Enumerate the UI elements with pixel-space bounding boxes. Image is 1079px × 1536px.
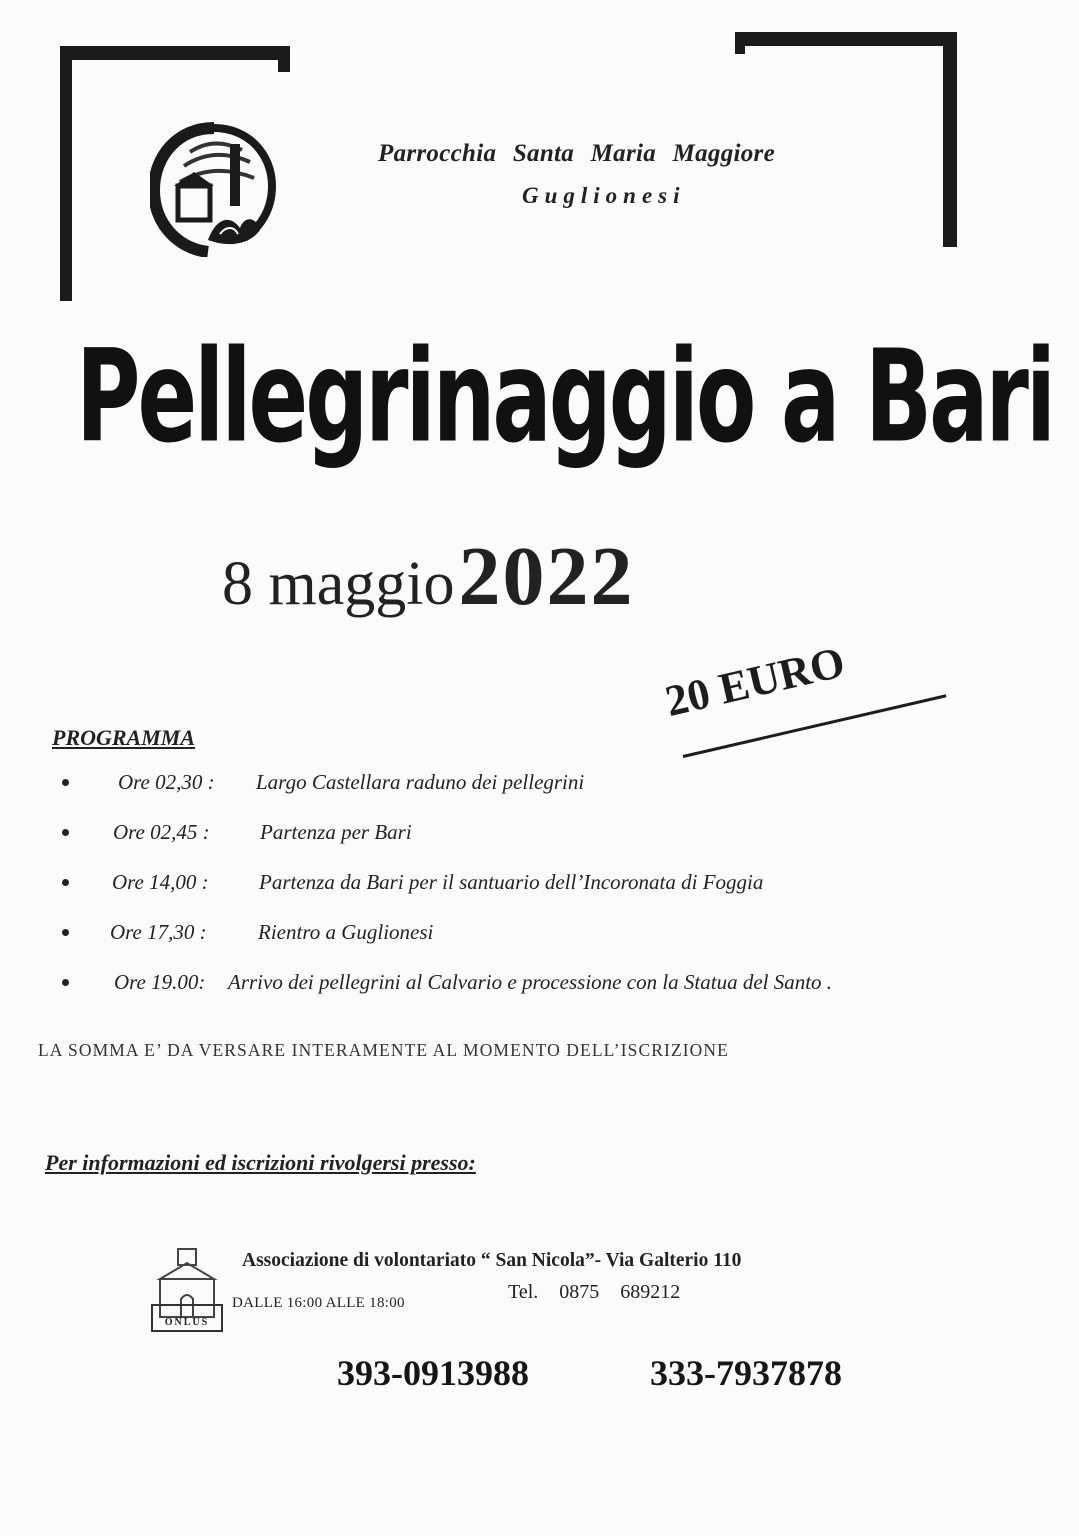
program-heading: PROGRAMMA bbox=[52, 725, 196, 750]
association-logo-icon bbox=[148, 1245, 226, 1335]
association-telephone: Tel. 0875 689212 bbox=[508, 1281, 681, 1303]
association-logo-text: ONLUS bbox=[164, 1317, 210, 1328]
program-item-text: Partenza per Bari bbox=[260, 820, 412, 844]
bullet-icon bbox=[62, 779, 69, 786]
program-item-time: Ore 02,45 : bbox=[113, 820, 210, 844]
event-date-day-month: 8 maggio bbox=[222, 550, 455, 618]
event-date bbox=[222, 528, 862, 625]
phone-number-1: 393-0913988 bbox=[337, 1353, 529, 1393]
program-item-text: Largo Castellara raduno dei pellegrini bbox=[256, 770, 585, 794]
bullet-icon bbox=[62, 929, 69, 936]
program-item-time: Ore 17,30 : bbox=[110, 920, 207, 944]
page-title: Pellegrinaggio a Bari bbox=[76, 321, 1054, 471]
program-item-text: Rientro a Guglionesi bbox=[258, 920, 434, 944]
bullet-icon bbox=[62, 979, 69, 986]
phone-number-2: 333-7937878 bbox=[650, 1353, 842, 1393]
program-list bbox=[56, 770, 1016, 1020]
info-heading: Per informazioni ed iscrizioni rivolgersi presso: bbox=[45, 1150, 476, 1175]
bullet-icon bbox=[62, 829, 69, 836]
program-item-time: Ore 19.00: bbox=[114, 970, 206, 994]
bullet-icon bbox=[62, 879, 69, 886]
program-item bbox=[56, 770, 1016, 820]
parish-name: Parrocchia Santa Maria Maggiore bbox=[378, 140, 775, 167]
program-item bbox=[56, 920, 1016, 970]
program-item bbox=[56, 820, 1016, 870]
payment-notice: LA SOMMA E’ DA VERSARE INTERAMENTE AL MOMENTO DELL’ISCRIZIONE bbox=[38, 1040, 729, 1060]
program-item-time: Ore 14,00 : bbox=[112, 870, 209, 894]
town-name: Guglionesi bbox=[522, 183, 686, 208]
price-stamp: 20 EURO bbox=[660, 637, 850, 727]
office-hours: DALLE 16:00 ALLE 18:00 bbox=[232, 1295, 405, 1311]
program-item-time: Ore 02,30 : bbox=[118, 770, 215, 794]
parish-logo-icon bbox=[150, 122, 278, 257]
association-address: Associazione di volontariato “ San Nicola”- Via Galterio 110 bbox=[242, 1250, 742, 1271]
program-item-text: Arrivo dei pellegrini al Calvario e processione con la Statua del Santo . bbox=[228, 970, 833, 994]
program-item bbox=[56, 870, 1016, 920]
program-item bbox=[56, 970, 1016, 1020]
event-date-year: 2022 bbox=[458, 530, 635, 623]
program-item-text: Partenza da Bari per il santuario dell’Incoronata di Foggia bbox=[259, 870, 764, 894]
